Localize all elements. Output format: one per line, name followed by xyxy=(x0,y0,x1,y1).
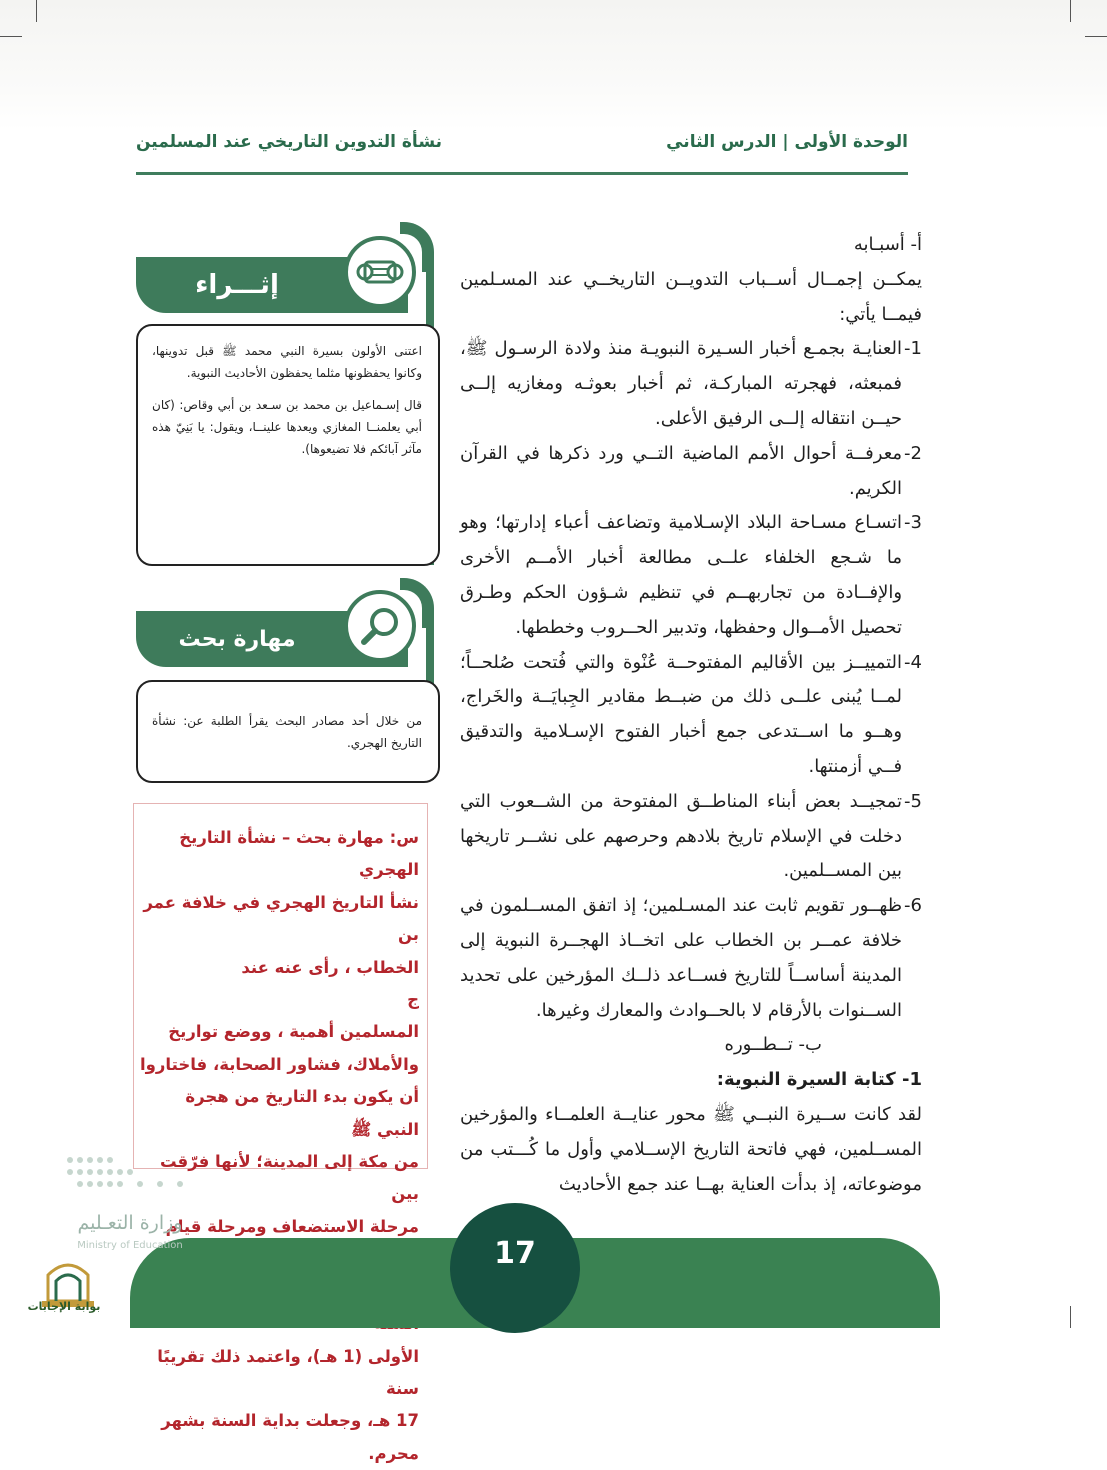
enrich-box xyxy=(136,324,440,566)
answer-line: نشأ التاريخ الهجري في خلافة عمر بن xyxy=(143,892,419,945)
ministry-logo-dots-icon xyxy=(62,1150,202,1202)
section-a-heading: أ- أسبـابه xyxy=(853,234,922,255)
item-text: العنايـة بجمـع أخبار السـيرة النبويـة منذ ولادة الرسـول ﷺ، فمبعثه، فهجرته المباركـة، ثم أخبار بعوثـه ومغازيه إلــى حيــن انتقاله إلــى الرفيق الأعلى. xyxy=(460,338,903,429)
unit-lesson-label: الوحدة الأولى | الدرس الثاني xyxy=(666,132,908,152)
list-item xyxy=(460,785,922,889)
item-number: 2- xyxy=(904,442,922,464)
magnifier-icon-graphic xyxy=(358,604,402,648)
page-title: نشأة التدوين التاريخي عند المسلمين xyxy=(136,132,442,152)
list-item xyxy=(460,889,922,1028)
decorative-calligraphy-background xyxy=(0,0,1107,130)
page-number-text: 17 xyxy=(494,1235,536,1271)
answer-line: المسلمين أهمية ، ووضع تواريخ xyxy=(168,1022,419,1042)
answer-line: س: مهارة بحث – نشأة التاريخ الهجري xyxy=(179,828,419,880)
ministry-name-en: Ministry of Education xyxy=(77,1240,183,1251)
item-number: 5- xyxy=(904,790,922,812)
research-title: مهارة بحث xyxy=(178,626,296,652)
list-item xyxy=(460,646,922,785)
ministry-name: وزارة التعـليم xyxy=(77,1212,183,1234)
enrich-quote: قال إسـماعيل بن محمد بن سـعد بن أبي وقاص: (كان أبي يعلمنــا المغازي ويعدها علينــا، ويقول: يا بَنِيّ هذه مآثر آبائكم فلا تضيعوها). xyxy=(152,398,422,456)
item-number: 6- xyxy=(904,895,922,917)
enrich-paragraph: اعتنى الأولون بسيرة النبي محمد ﷺ قبل تدوينها، وكانوا يحفظونها مثلما يحفظون الأحاديث النبوية. xyxy=(152,344,422,380)
crop-mark xyxy=(1070,0,1071,22)
research-box xyxy=(136,680,440,783)
item-text: ظهــور تقويم ثابت عند المسـلمين؛ إذ اتفق المســلمون في خلافة عمــر بن الخطاب على اتخــاذ الهجــرة النبوية إلى المدينة أساســاً للتاريخ فســاعد ذلــك المؤرخين على تحديد الســنوات بالأرقام لا بالحــوادث والمعارك وغيرها. xyxy=(460,895,903,1021)
crop-mark xyxy=(36,0,37,22)
enrich-title: إثـــراء xyxy=(195,270,279,300)
header-divider xyxy=(136,172,908,175)
subsection-heading: 1- كتابة السيرة النبوية: xyxy=(716,1069,922,1091)
item-text: اتسـاع مسـاحة البلاد الإسـلامية وتضاعف أعباء إدارتها؛ وهو ما شـجع الخلفاء علــى مطالعة أخبار الأمــم الأخرى والإفــادة من تجاربهــم في تنظيم شـؤون الحكم وطـرق تحصيل الأمــوال وحفظها، وتدبير الحــروب وخططها. xyxy=(460,512,903,638)
magnifier-icon xyxy=(344,590,416,662)
list-item xyxy=(460,506,922,645)
research-text: من خلال أحد مصادر البحث يقرأ الطلبة عن: نشأة التاريخ الهجري. xyxy=(152,714,422,750)
crop-mark xyxy=(1085,36,1107,37)
crop-mark xyxy=(0,36,22,37)
answer-line: ج xyxy=(407,990,419,1010)
crop-mark xyxy=(1070,1306,1071,1328)
list-item xyxy=(460,437,922,507)
answer-line: والأملاك، فشاور الصحابة، فاختاروا xyxy=(139,1054,419,1074)
item-number: 3- xyxy=(904,512,922,534)
item-number: 1- xyxy=(904,338,922,360)
list-item xyxy=(460,332,922,436)
item-number: 4- xyxy=(904,651,922,673)
sira-paragraph: لقد كانت ســيرة النبــي ﷺ محور عنايــة العلمــاء والمؤرخين المســلمين، فهي فاتحة التاريخ الإســلامي وأول ما كُـــتب من موضوعاته، إذ بدأت العناية بهــا عند جمع الأحاديث xyxy=(460,1103,922,1195)
item-text: تمجيــد بعض أبناء المناطــق المفتوحة من الشــعوب التي دخلت في الإسلام تاريخ بلادهم وحرصهم على نشــر تاريخها بين المســلمين. xyxy=(460,790,903,882)
intro-paragraph: يمكــن إجمــال أســباب التدويــن التاريخــي عند المسـلمين فيمــا يأتي: xyxy=(460,268,922,325)
site-logo-text: بوابة الإجابات xyxy=(27,1300,101,1313)
answer-line: 17 هـ، وجعلت بداية السنة بشهر محرم. xyxy=(161,1411,419,1463)
handwritten-answer xyxy=(133,803,428,1463)
page-header xyxy=(136,130,908,178)
answer-line: الخطاب ، رأى عنه عند xyxy=(241,957,419,977)
answer-line: من مكة إلى المدينة؛ لأنها فرّقت بين xyxy=(159,1152,419,1204)
item-text: التمييــز بين الأقاليم المفتوحــة عُنْوة والتي فُتحت صُلحــاً؛ لمــا يُبنى علــى ذلك من ضبــط مقادير الجِبايَــة والخَراج، وهــو ما اســتدعى جمع أخبار الفتوح الإسـلامية والتدقيق فــي أزمنتها. xyxy=(460,651,903,777)
item-text: معرفــة أحوال الأمم الماضية التــي ورد ذكرها في القرآن الكريم. xyxy=(460,442,903,499)
section-b-heading: ب- تــطــوره xyxy=(724,1034,822,1056)
answer-line: مرحلة الاستضعاف ومرحلة قيام xyxy=(165,1216,419,1236)
scroll-icon xyxy=(344,236,416,308)
scroll-icon-graphic xyxy=(357,254,403,290)
page-number xyxy=(450,1203,580,1333)
answer-line: الأولى (1 هـ)، واعتمد ذلك تقريبًا سنة xyxy=(157,1346,419,1398)
answer-line: أن يكون بدء التاريخ من هجرة النبي ﷺ xyxy=(185,1087,419,1139)
main-content xyxy=(460,228,922,1202)
